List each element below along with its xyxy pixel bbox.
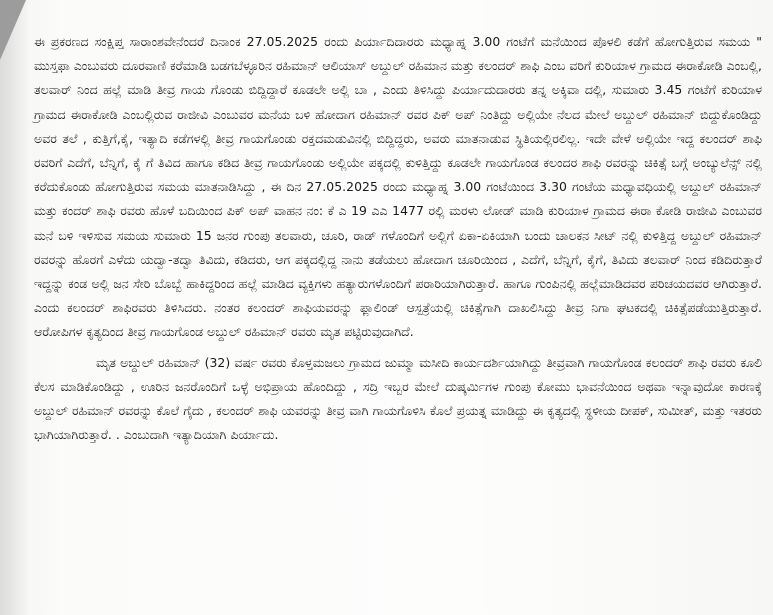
- paragraph-2: ಮೃತ ಅಬ್ದುಲ್ ರಹಿಮಾನ್ (32) ವರ್ಷ ರವರು ಕೊಳ್ತಮಜಲು ಗ್ರಾಮದ ಜುಮ್ಮಾ ಮಸೀದಿ ಕಾರ್ಯದರ್ಶಿಯಾಗಿದ್ದು ತೀವ್ರವಾಗಿ ಗಾಯಗೊಂಡ ಕಲಂದರ್ ಶಾಫಿ ರವರು ಕೂಲಿ ಕೆಲಸ ಮಾಡಿಕೊಂಡಿದ್ದು , ಊರಿನ ಜನರೊಂದಿಗೆ ಒಳ್ಳೆ ಅಭಿಪ್ರಾಯ ಹೊಂದಿದ್ದು , ಸದ್ರಿ ಇಬ್ಬರ ಮೇಲೆ ದುಷ್ಕರ್ಮಿಗಳ ಗುಂಪು ಕೋಮು ಭಾವನೆಯಿಂದ ಅಥವಾ ಇನ್ನಾವುದೋ ಕಾರಣಕ್ಕೆ ಅಬ್ದುಲ್ ರಹಿಮಾನ್ ರವರನ್ನು ಕೊಲೆ ಗೈದು , ಕಲಂದರ್ ಶಾಫಿ ಯವರನ್ನು ತೀವ್ರ ವಾಗಿ ಗಾಯಗೊಳಿಸಿ ಕೊಲೆ ಪ್ರಯತ್ನ ಮಾಡಿದ್ದು ಈ ಕೃತ್ಯದಲ್ಲಿ ಸ್ಥಳೀಯ ದೀಪಕ್, ಸುಮೀತ್, ಮತ್ತು ಇತರರು ಭಾಗಿಯಾಗಿರುತ್ತಾರೆ. . ಎಂಬುದಾಗಿ ಇತ್ಯಾದಿಯಾಗಿ ಪಿರ್ಯಾದು.: [34, 354, 762, 443]
- folded-corner: [0, 0, 26, 60]
- paragraph-1: ಈ ಪ್ರಕರಣದ ಸಂಕ್ಷಿಪ್ತ ಸಾರಾಂಶವೇನೆಂದರೆ ದಿನಾಂಕ 27.05.2025 ರಂದು ಪಿರ್ಯಾದಿದಾರರು ಮಧ್ಯಾಹ್ನ 3.00 ಗಂಟೆಗೆ ಮನೆಯಿಂದ ಪೊಳಲಿ ಕಡೆಗೆ ಹೋಗುತ್ತಿರುವ ಸಮಯ " ಮುಸ್ತಫಾ ಎಂಬುವರು ದೂರವಾಣಿ ಕರೆಮಾಡಿ ಬಡಗಬೆಳ್ಳೂರಿನ ರಹಿಮಾನ್ ಆಲಿಯಾಸ್ ಅಬ್ದುಲ್ ರಹಿಮಾನ ಮತ್ತು ಕಲಂದರ್ ಶಾಫಿ ಎಂಬ ವರಿಗೆ ಕುರಿಯಾಳ ಗ್ರಾಮದ ಈರಾಕೋಡಿ ಎಂಬಲ್ಲಿ, ತಲವಾರ್ ನಿಂದ ಹಲ್ಲೆ ಮಾಡಿ ತೀವ್ರ ಗಾಯ ಗೊಂಡು ಬಿದ್ದಿದ್ದಾರೆ ಕೂಡಲೇ ಅಲ್ಲಿ ಬಾ , ಎಂದು ತಿಳಿಸಿದ್ದು ಪಿರ್ಯಾದುದಾರರು ತನ್ನ ಅಕ್ಕಿವಾ ದಲ್ಲಿ, ಸುಮಾರು 3.45 ಗಂಟೆಗೆ ಕುರಿಯಾಳ ಗ್ರಾಮದ ಈರಾಕೋಡಿ ಎಂಬಲ್ಲಿರುವ ರಾಜೀವಿ ಎಂಬುವರ ಮನೆಯ ಬಳಿ ಹೋದಾಗ ರಹಿಮಾನ್ ರವರ ಪಿಕ್ ಅಪ್ ನಿಂತಿದ್ದು ಅಲ್ಲಿಯೇ ನೆಲದ ಮೇಲೆ ಅಬ್ದುಲ್ ರಹಿಮಾನ್ ಬಿದ್ದುಕೊಂಡಿದ್ದು ಅವರ ತಲೆ , ಕುತ್ತಿಗೆ,ಕೈ, ಇತ್ಯಾದಿ ಕಡೆಗಳಲ್ಲಿ ತೀವ್ರ ಗಾಯಗೊಂಡು ರಕ್ತದಮಡುವಿನಲ್ಲಿ ಬಿದ್ದಿದ್ದರು, ಅವರು ಮಾತನಾಡುವ ಸ್ಥಿತಿಯಲ್ಲಿರಲಿಲ್ಲ. ಇದೇ ವೇಳೆ ಅಲ್ಲಿಯೇ ಇದ್ದ ಕಲಂದರ್ ಶಾಫಿ ರವರಿಗೆ ಎದೆಗೆ, ಬೆನ್ನಿಗೆ, ಕೈ ಗೆ ತಿವಿದ ಹಾಗೂ ಕಡಿದ ತೀವ್ರ ಗಾಯಗೊಂಡು ಅಲ್ಲಿಯೇ ಪಕ್ಕದಲ್ಲಿ ಕುಳಿತ್ತಿದ್ದು ಕೂಡಲೇ ಗಾಯಗೊಂಡ ಕಲಂದರ ಶಾಫಿ ರವರನ್ನು ಚಿಕಿತ್ಸೆ ಬಗ್ಗೆ ಅಂಬ್ಯುಲೆನ್ಸ್ ನಲ್ಲಿ ಕರೆದುಕೊಂಡು ಹೋಗುತ್ತಿರುವ ಸಮಯ ಮಾತನಾಡಿಸಿದ್ದು , ಈ ದಿನ 27.05.2025 ರಂದು ಮಧ್ಯಾಹ್ನ 3.00 ಗಂಟೆಯಿಂದ 3.30 ಗಂಟೆಯ ಮಧ್ಯಾವಧಿಯಲ್ಲಿ ಅಬ್ದುಲ್ ರಹಿಮಾನ್ ಮತ್ತು ಕಂದರ್ ಶಾಫಿ ರವರು ಹೊಳೆ ಬದಿಯಿಂದ ಪಿಕ್ ಅಪ್ ವಾಹನ ನಂ: ಕೆ ಎ 19 ಎಎ 1477 ರಲ್ಲಿ ಮರಳು ಲೋಡ್ ಮಾಡಿ ಕುರಿಯಾಳ ಗ್ರಾಮದ ಈರಾ ಕೋಡಿ ರಾಜೀವಿ ಎಂಬುವರ ಮನೆ ಬಳಿ ಇಳಿಸುವ ಸಮಯ ಸುಮಾರು 15 ಜನರ ಗುಂಪು ತಲವಾರು, ಚೂರಿ, ರಾಡ್ ಗಳೊಂದಿಗೆ ಅಲ್ಲಿಗೆ ಏಕಾ-ಏಕಿಯಾಗಿ ಬಂದು ಚಾಲಕನ ಸೀಟ್ ನಲ್ಲಿ ಕುಳಿತ್ತಿದ್ದ ಅಬ್ದುಲ್ ರಹಿಮಾನ್ ರವರನ್ನು ಹೊರಗೆ ಎಳೆದು ಯದ್ವಾ-ತದ್ವಾ ತಿವಿದು, ಕಡಿದರು, ಆಗ ಪಕ್ಕದಲ್ಲಿದ್ದ ನಾನು ತಡೆಯಲು ಹೋದಾಗ ಚೂರಿಯಿಂದ , ಎದೆಗೆ, ಬೆನ್ನಿಗೆ, ಕೈಗೆ, ತಿವಿದು ತಲವಾರ್ ನಿಂದ ಕಡಿದಿರುತ್ತಾರೆ ಇದ್ದನ್ನು ಕಂಡ ಅಲ್ಲಿ ಜನ ಸೇರಿ ಬೊಬ್ಬೆ ಹಾಕಿದ್ದರಿಂದ ಹಲ್ಲೆ ಮಾಡಿದ ವ್ಯಕ್ತಿಗಳು ಹತ್ಯಾರುಗಳೊಂದಿಗೆ ಪರಾರಿಯಾಗಿರುತ್ತಾರೆ. ಹಾಗೂ ಗುಂಪಿನಲ್ಲಿ ಹಲ್ಲೆಮಾಡಿದವರ ಪರಿಚಯದವರ ಆಗಿರುತ್ತಾರೆ. ಎಂದು ಕಲಂದರ್ ಶಾಫಿರವರು ತಿಳಿಸಿದರು. ನಂತರ ಕಲಂದರ್ ಶಾಫಿಯವರನ್ನು ಫ್ಲಾಲಿಂಡ್ ಆಸ್ಪತ್ರೆಯಲ್ಲಿ ಚಿಕಿತ್ಸೆಗಾಗಿ ದಾಖಲಿಸಿದ್ದು ತೀವ್ರ ನಿಗಾ ಘಟಕದಲ್ಲಿ ಚಿಕಿತ್ಸೆಪಡೆಯುತ್ತಿರುತ್ತಾರೆ. ಆರೋಪಿಗಳ ಕೃತ್ಯದಿಂದ ತೀವ್ರ ಗಾಯಗೊಂಡ ಅಬ್ದುಲ್ ರಹಿಮಾನ್ ರವರು ಮೃತ ಪಟ್ಟಿರುವುದಾಗಿದೆ.: [34, 34, 762, 340]
- document-body: [34, 30, 762, 447]
- page-edge-shadow: [0, 0, 30, 615]
